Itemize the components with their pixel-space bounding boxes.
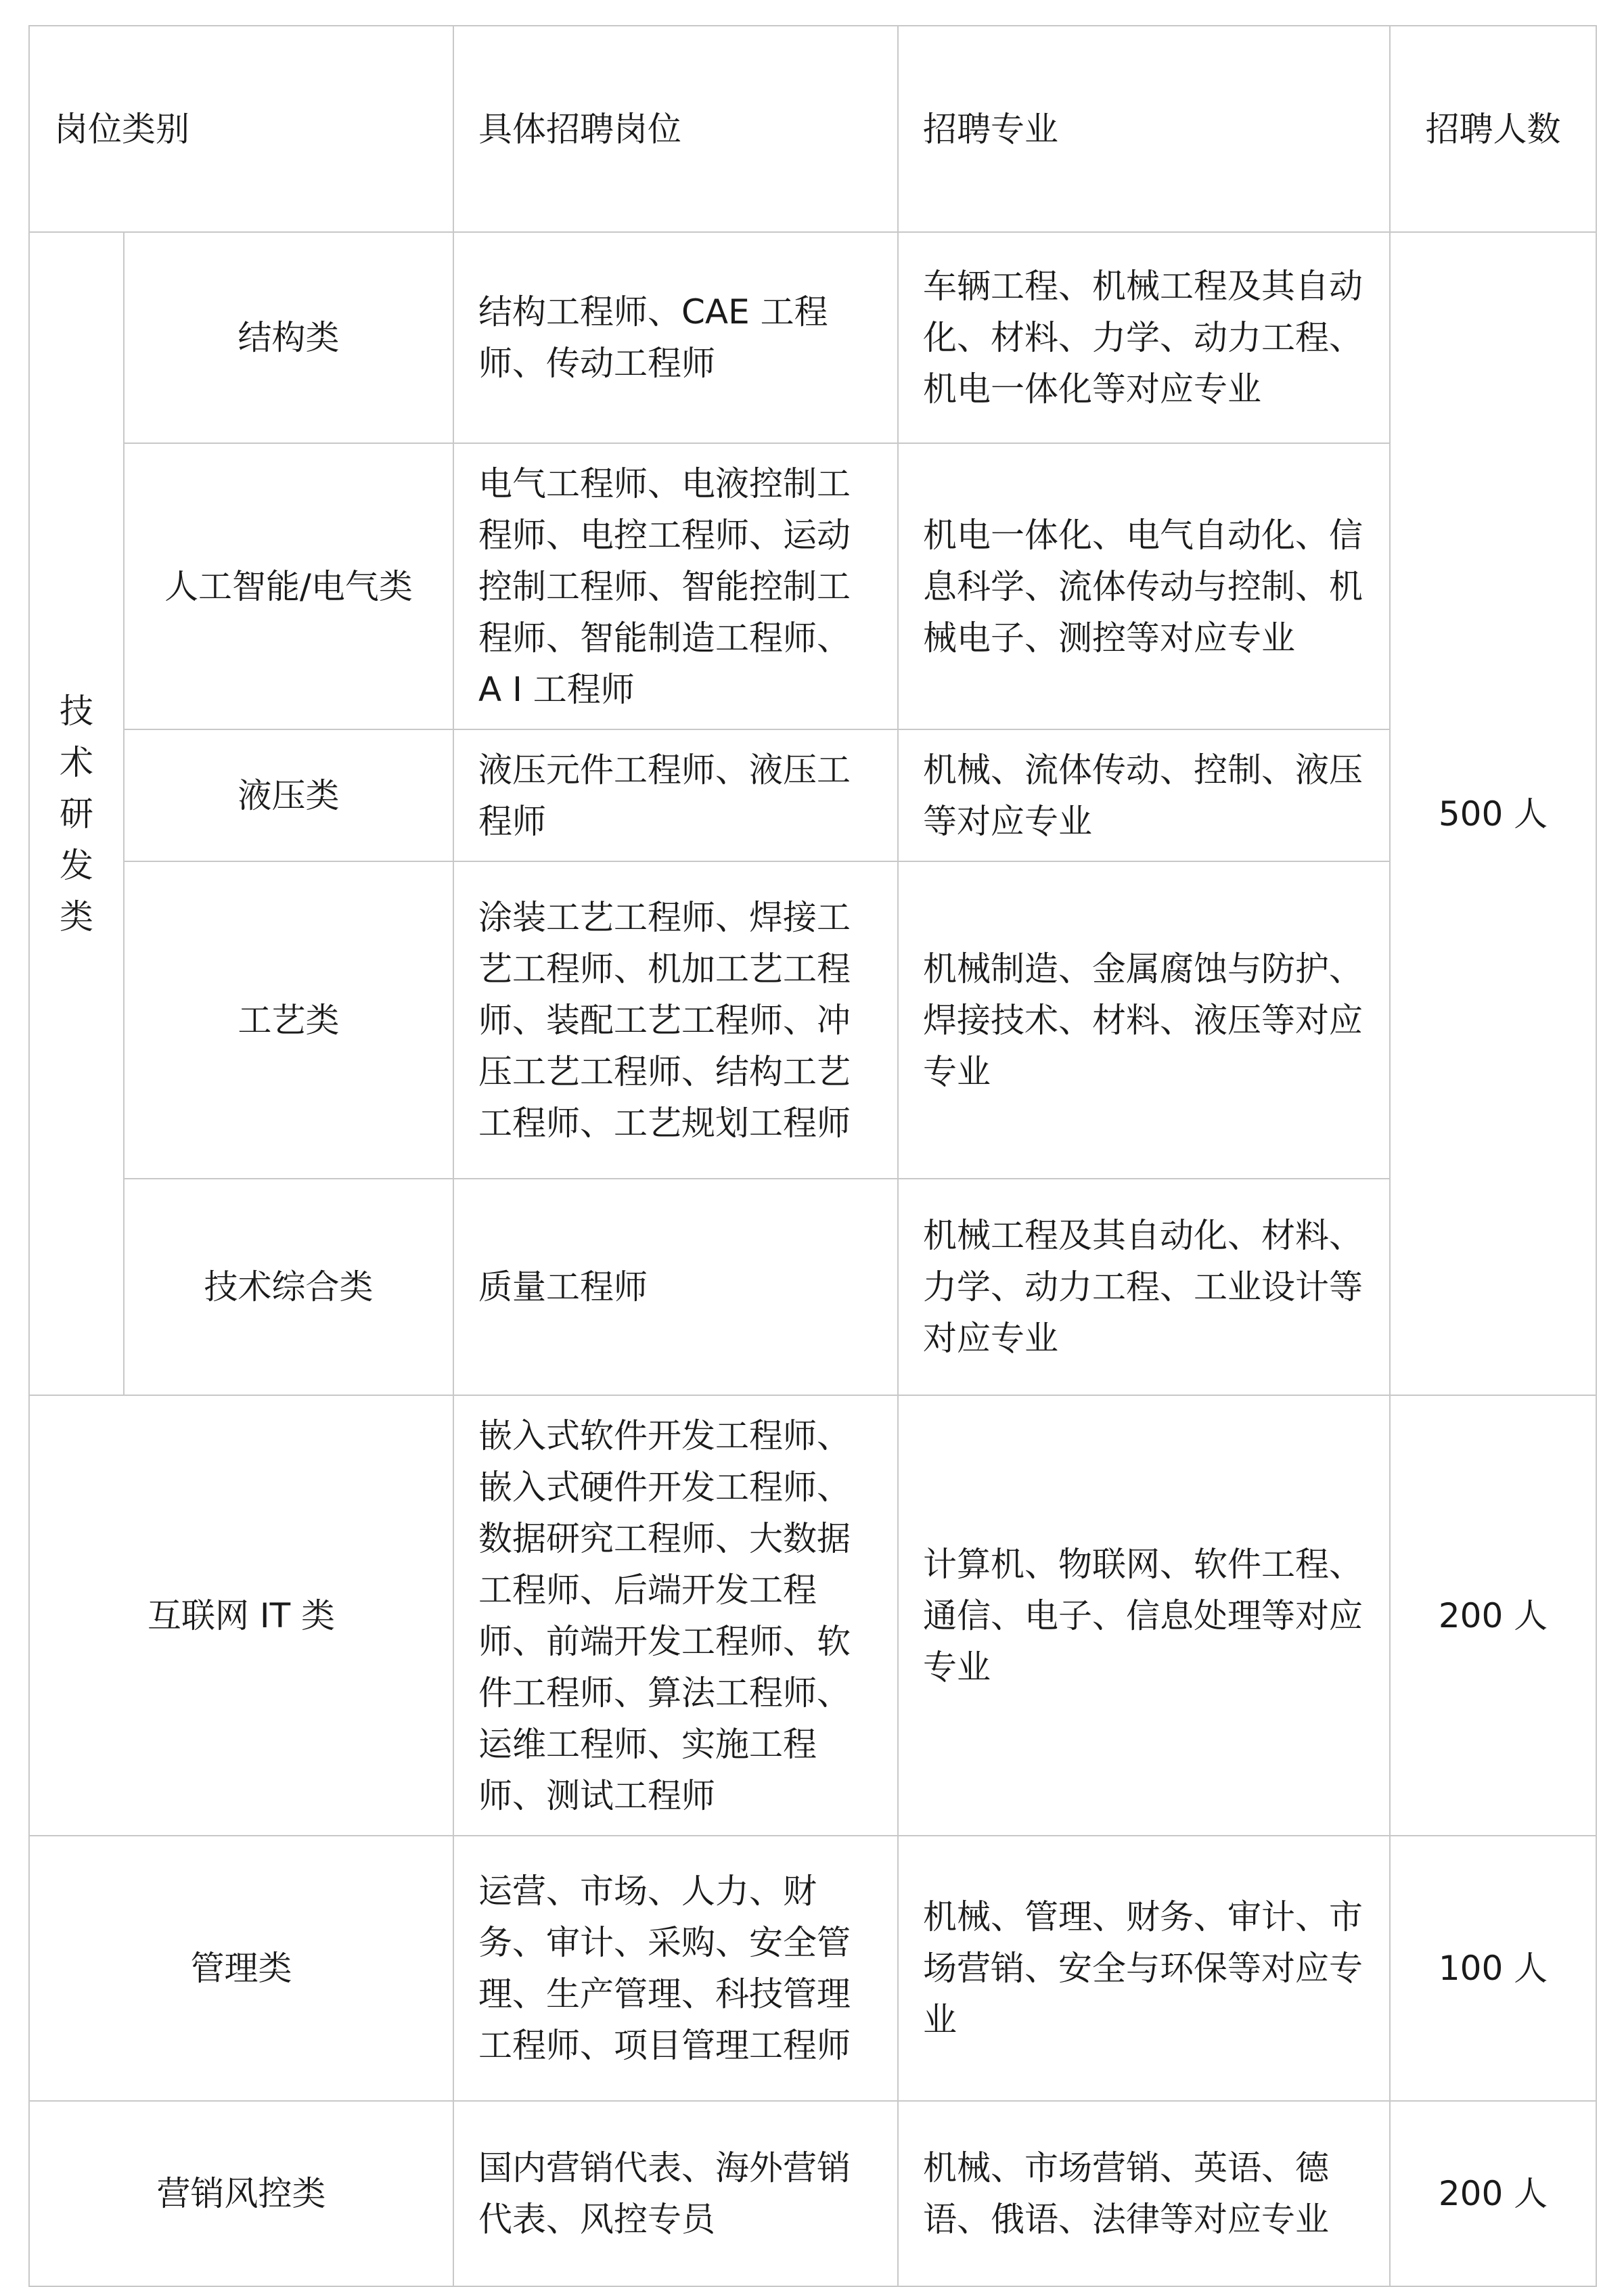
majors-cell: 机械、市场营销、英语、德语、俄语、法律等对应专业: [898, 2101, 1390, 2286]
positions-cell: 运营、市场、人力、财务、审计、采购、安全管理、生产管理、科技管理工程师、项目管理工程师: [453, 1836, 898, 2101]
subcategory-cell: 技术综合类: [124, 1179, 453, 1395]
positions-cell: 电气工程师、电液控制工程师、电控工程师、运动控制工程师、智能控制工程师、智能制造工程师、A I 工程师: [453, 443, 898, 729]
positions-cell: 嵌入式软件开发工程师、嵌入式硬件开发工程师、数据研究工程师、大数据工程师、后端开发工程师、前端开发工程师、软件工程师、算法工程师、运维工程师、实施工程师、测试工程师: [453, 1395, 898, 1836]
positions-cell: 涂装工艺工程师、焊接工艺工程师、机加工艺工程师、装配工艺工程师、冲压工艺工程师、结构工艺工程师、工艺规划工程师: [453, 861, 898, 1179]
majors-cell: 计算机、物联网、软件工程、通信、电子、信息处理等对应专业: [898, 1395, 1390, 1836]
majors-cell: 机械制造、金属腐蚀与防护、焊接技术、材料、液压等对应专业: [898, 861, 1390, 1179]
category-cell: 管理类: [29, 1836, 453, 2101]
header-majors: 招聘专业: [898, 26, 1390, 232]
header-row: [29, 26, 1596, 232]
majors-cell: 机电一体化、电气自动化、信息科学、流体传动与控制、机械电子、测控等对应专业: [898, 443, 1390, 729]
group-rd-count: 500 人: [1390, 232, 1596, 1395]
header-category: 岗位类别: [29, 26, 453, 232]
positions-cell: 液压元件工程师、液压工程师: [453, 729, 898, 861]
majors-cell: 机械工程及其自动化、材料、力学、动力工程、工业设计等对应专业: [898, 1179, 1390, 1395]
group-rd-label: 技术研发类: [60, 691, 93, 936]
positions-cell: 国内营销代表、海外营销代表、风控专员: [453, 2101, 898, 2286]
majors-cell: 机械、管理、财务、审计、市场营销、安全与环保等对应专业: [898, 1836, 1390, 2101]
count-cell: 100 人: [1390, 1836, 1596, 2101]
table-row: [29, 729, 1596, 861]
subcategory-cell: 结构类: [124, 232, 453, 443]
header-positions: 具体招聘岗位: [453, 26, 898, 232]
subcategory-cell: 液压类: [124, 729, 453, 861]
table-row: [29, 1395, 1596, 1836]
count-cell: 200 人: [1390, 1395, 1596, 1836]
recruitment-table: [28, 25, 1597, 2287]
positions-cell: 质量工程师: [453, 1179, 898, 1395]
header-count: 招聘人数: [1390, 26, 1596, 232]
majors-cell: 机械、流体传动、控制、液压等对应专业: [898, 729, 1390, 861]
table-row: [29, 232, 1596, 443]
table-row: [29, 1179, 1596, 1395]
count-cell: 200 人: [1390, 2101, 1596, 2286]
category-cell: 营销风控类: [29, 2101, 453, 2286]
table-row: [29, 443, 1596, 729]
subcategory-cell: 工艺类: [124, 861, 453, 1179]
group-rd-cell: [29, 232, 124, 1395]
table-row: [29, 861, 1596, 1179]
subcategory-cell: 人工智能/电气类: [124, 443, 453, 729]
category-cell: 互联网 IT 类: [29, 1395, 453, 1836]
positions-cell: 结构工程师、CAE 工程师、传动工程师: [453, 232, 898, 443]
table-row: [29, 2101, 1596, 2286]
table-row: [29, 1836, 1596, 2101]
majors-cell: 车辆工程、机械工程及其自动化、材料、力学、动力工程、机电一体化等对应专业: [898, 232, 1390, 443]
